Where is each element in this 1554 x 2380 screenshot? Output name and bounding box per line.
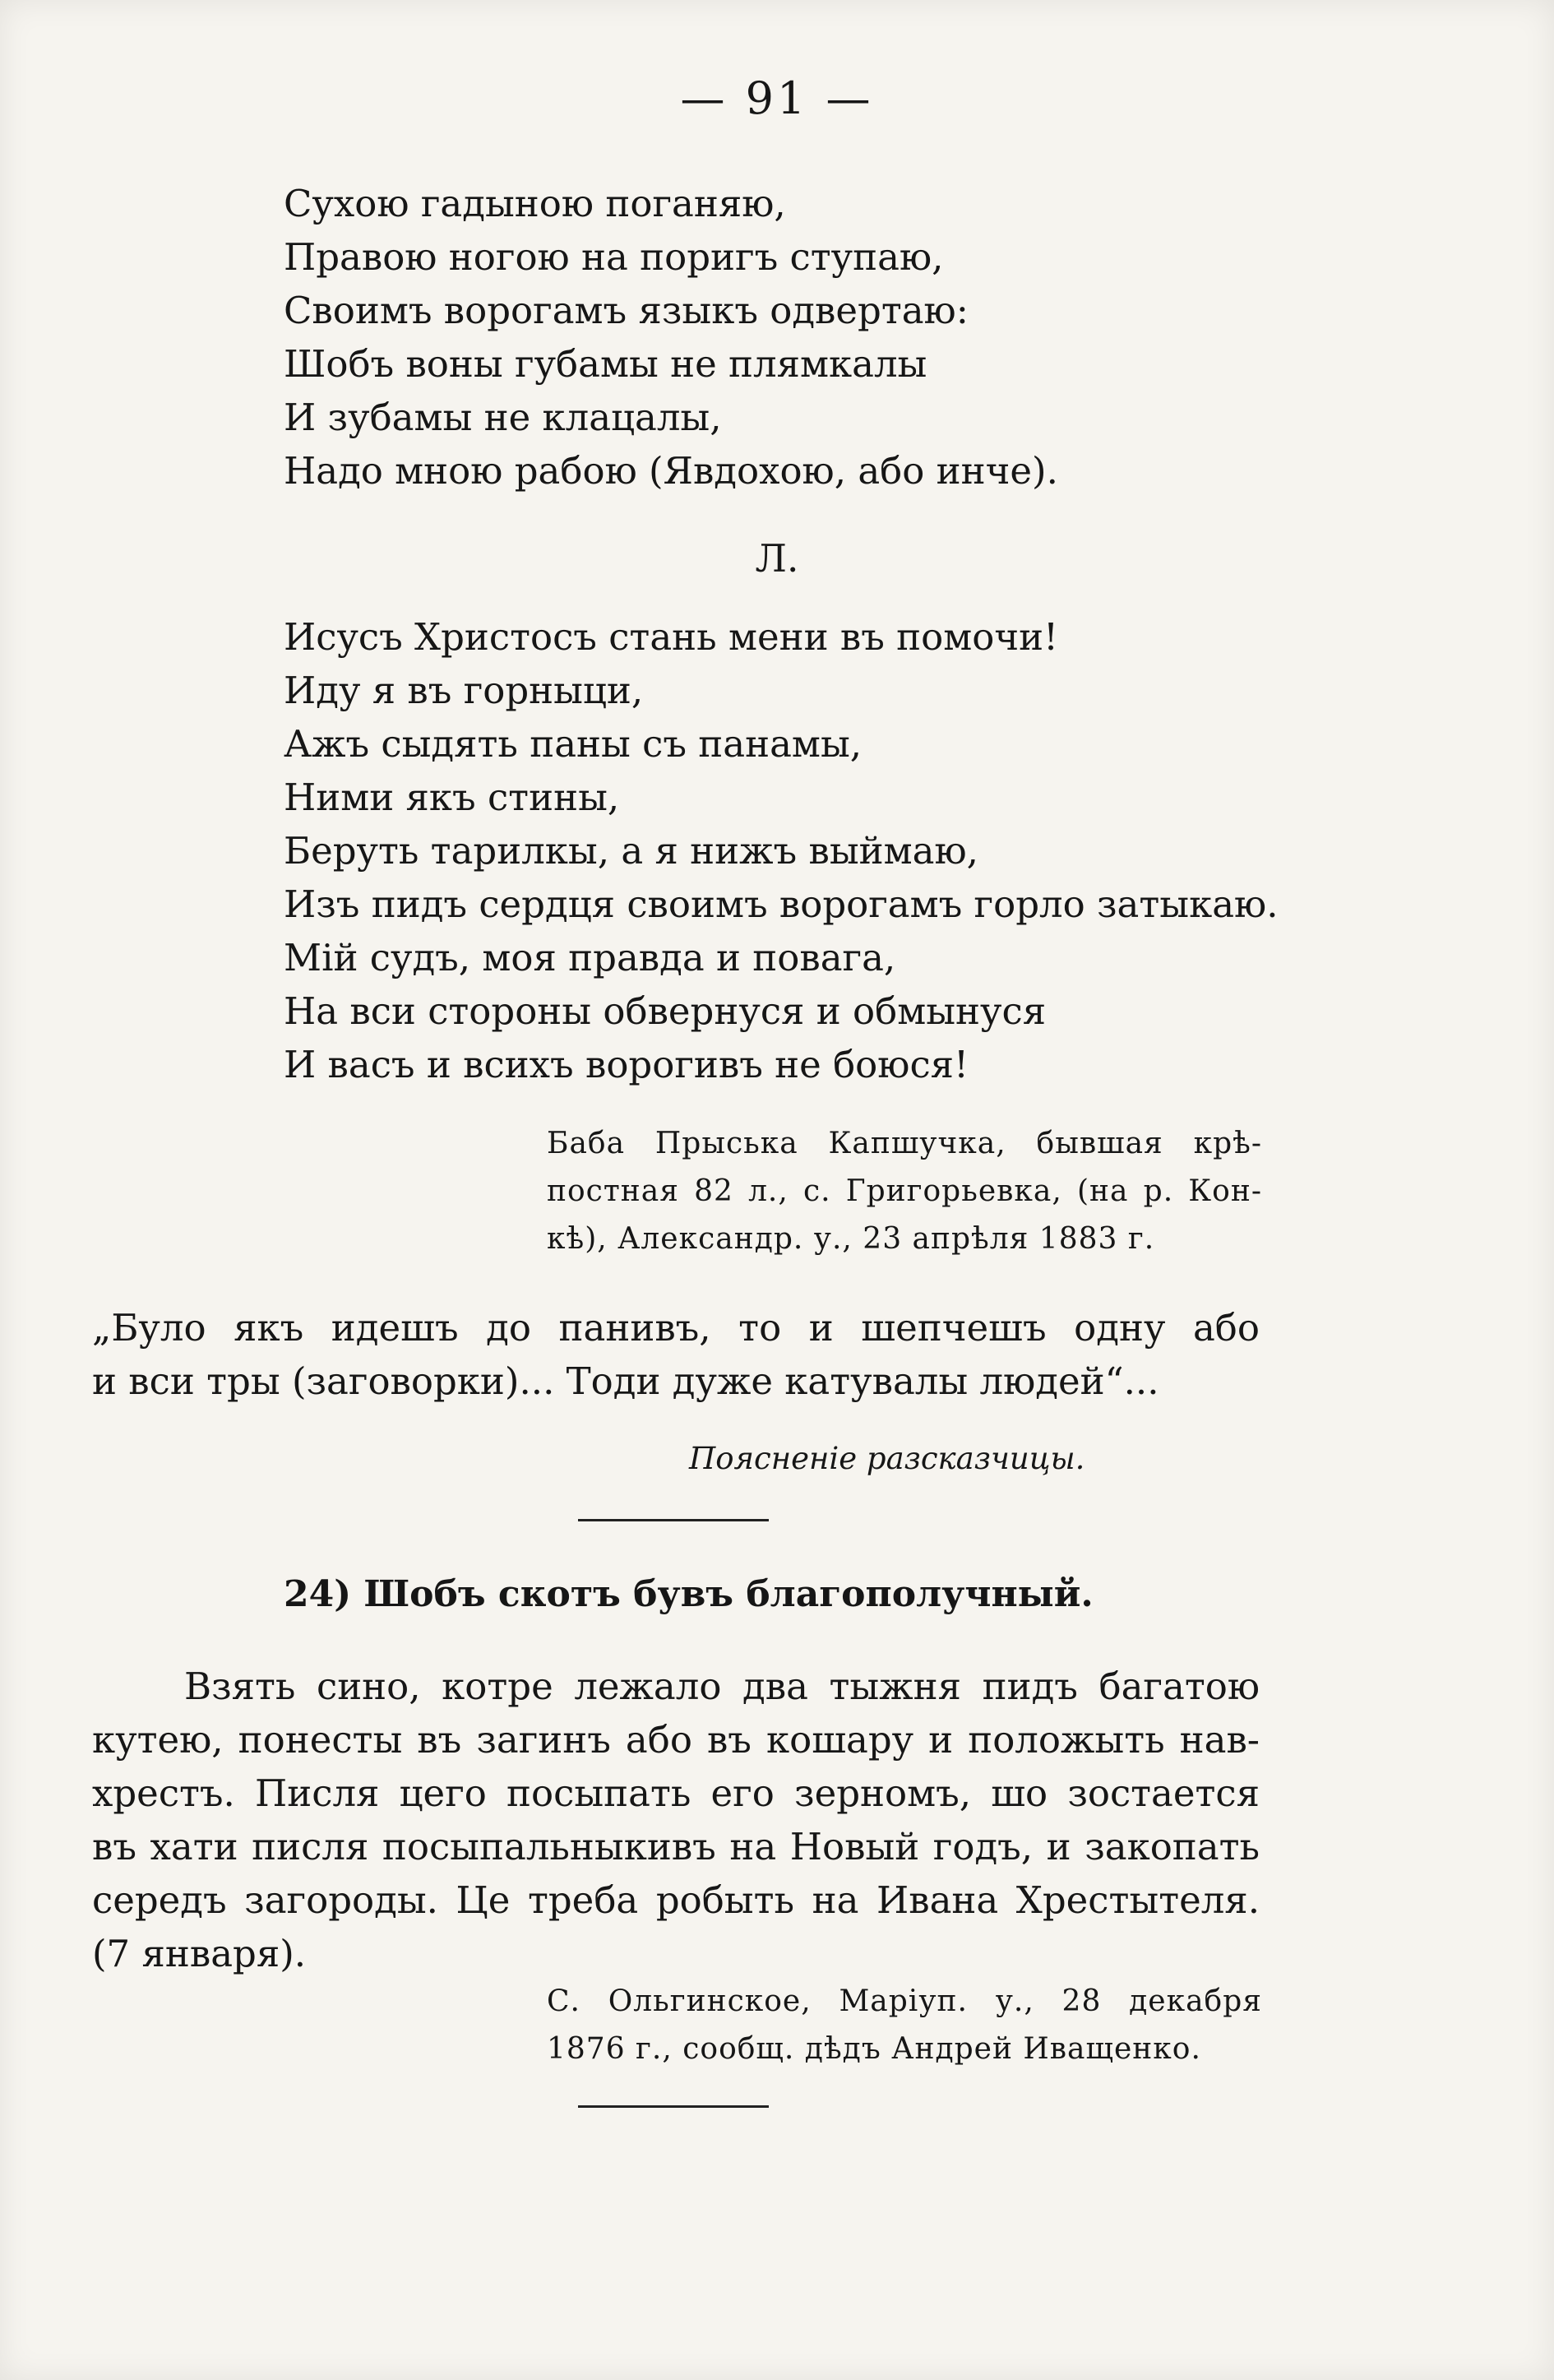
verse-line: Надо мною рабою (Явдохою, або инче). [284, 449, 1058, 493]
narrator-note: Поясненіе разсказчицы. [689, 1441, 1085, 1476]
credit-line: постная 82 л., с. Григорьевка, (на р. Кон- [547, 1174, 1262, 1208]
verse-block-1 [284, 177, 1058, 498]
credit-line: С. Ольгинское, Маріуп. у., 28 декабря [547, 1984, 1262, 2018]
verse-line: Исусъ Христосъ стань мени въ помочи! [284, 615, 1059, 659]
verse-line: Шобъ воны губамы не плямкалы [284, 342, 927, 386]
paragraph-line: „Було якъ идешъ до панивъ, то и шепчешъ одну або [92, 1306, 1260, 1350]
instruction-paragraph [92, 1660, 1260, 1980]
page-number: — 91 — [680, 72, 874, 124]
paragraph-line: середъ загороды. Це треба робыть на Ивана Хрестытеля. [92, 1878, 1260, 1922]
verse-line: Сухою гадыною поганяю, [284, 182, 786, 225]
verse-line: Беруть тарилкы, а я нижъ выймаю, [284, 829, 978, 873]
credit-line: кѣ), Александр. у., 23 апрѣля 1883 г. [547, 1222, 1155, 1256]
verse-line: И зубамы не клацалы, [284, 396, 722, 439]
section-letter: Л. [755, 536, 799, 581]
verse-line: И васъ и всихъ ворогивъ не боюся! [284, 1043, 969, 1086]
credit-line: 1876 г., сообщ. дѣдъ Андрей Иващенко. [547, 2032, 1201, 2066]
narrative-paragraph [92, 1301, 1260, 1408]
paragraph-line: (7 января). [92, 1932, 307, 1975]
informant-credit-2 [547, 1978, 1262, 2073]
paragraph-line: хрестъ. Писля цего посыпать его зерномъ, шо зостается [92, 1771, 1260, 1815]
verse-line: Иду я въ горныци, [284, 669, 644, 712]
paragraph-line: кутею, понесты въ загинъ або въ кошару и положыть нав- [92, 1718, 1260, 1762]
verse-line: Своимъ ворогамъ языкъ одвертаю: [284, 289, 969, 332]
section-divider [578, 1519, 769, 1521]
verse-line: Ними якъ стины, [284, 776, 620, 819]
paragraph-line: Взять сино, котре лежало два тыжня пидъ багатою [184, 1665, 1260, 1708]
paragraph-line: въ хати писля посыпальныкивъ на Новый годъ, и закопать [92, 1825, 1260, 1868]
verse-line: Правою ногою на поригъ ступаю, [284, 235, 944, 279]
credit-line: Баба Прыська Капшучка, бывшая крѣ- [547, 1127, 1262, 1160]
section-title: 24) Шобъ скотъ бувъ благополучный. [284, 1573, 1094, 1615]
verse-line: Ажъ сыдять паны съ панамы, [284, 722, 863, 766]
section-divider [578, 2105, 769, 2108]
verse-line: Изъ пидъ сердця своимъ ворогамъ горло затыкаю. [284, 882, 1279, 926]
verse-block-2 [284, 610, 1279, 1091]
paragraph-line: и вси тры (заговорки)... Тоди дуже катувалы людей“... [92, 1359, 1159, 1403]
verse-line: На вси стороны обвернуся и обмынуся [284, 989, 1047, 1033]
informant-credit-1 [547, 1120, 1262, 1263]
verse-line: Мій судъ, моя правда и повага, [284, 936, 896, 979]
